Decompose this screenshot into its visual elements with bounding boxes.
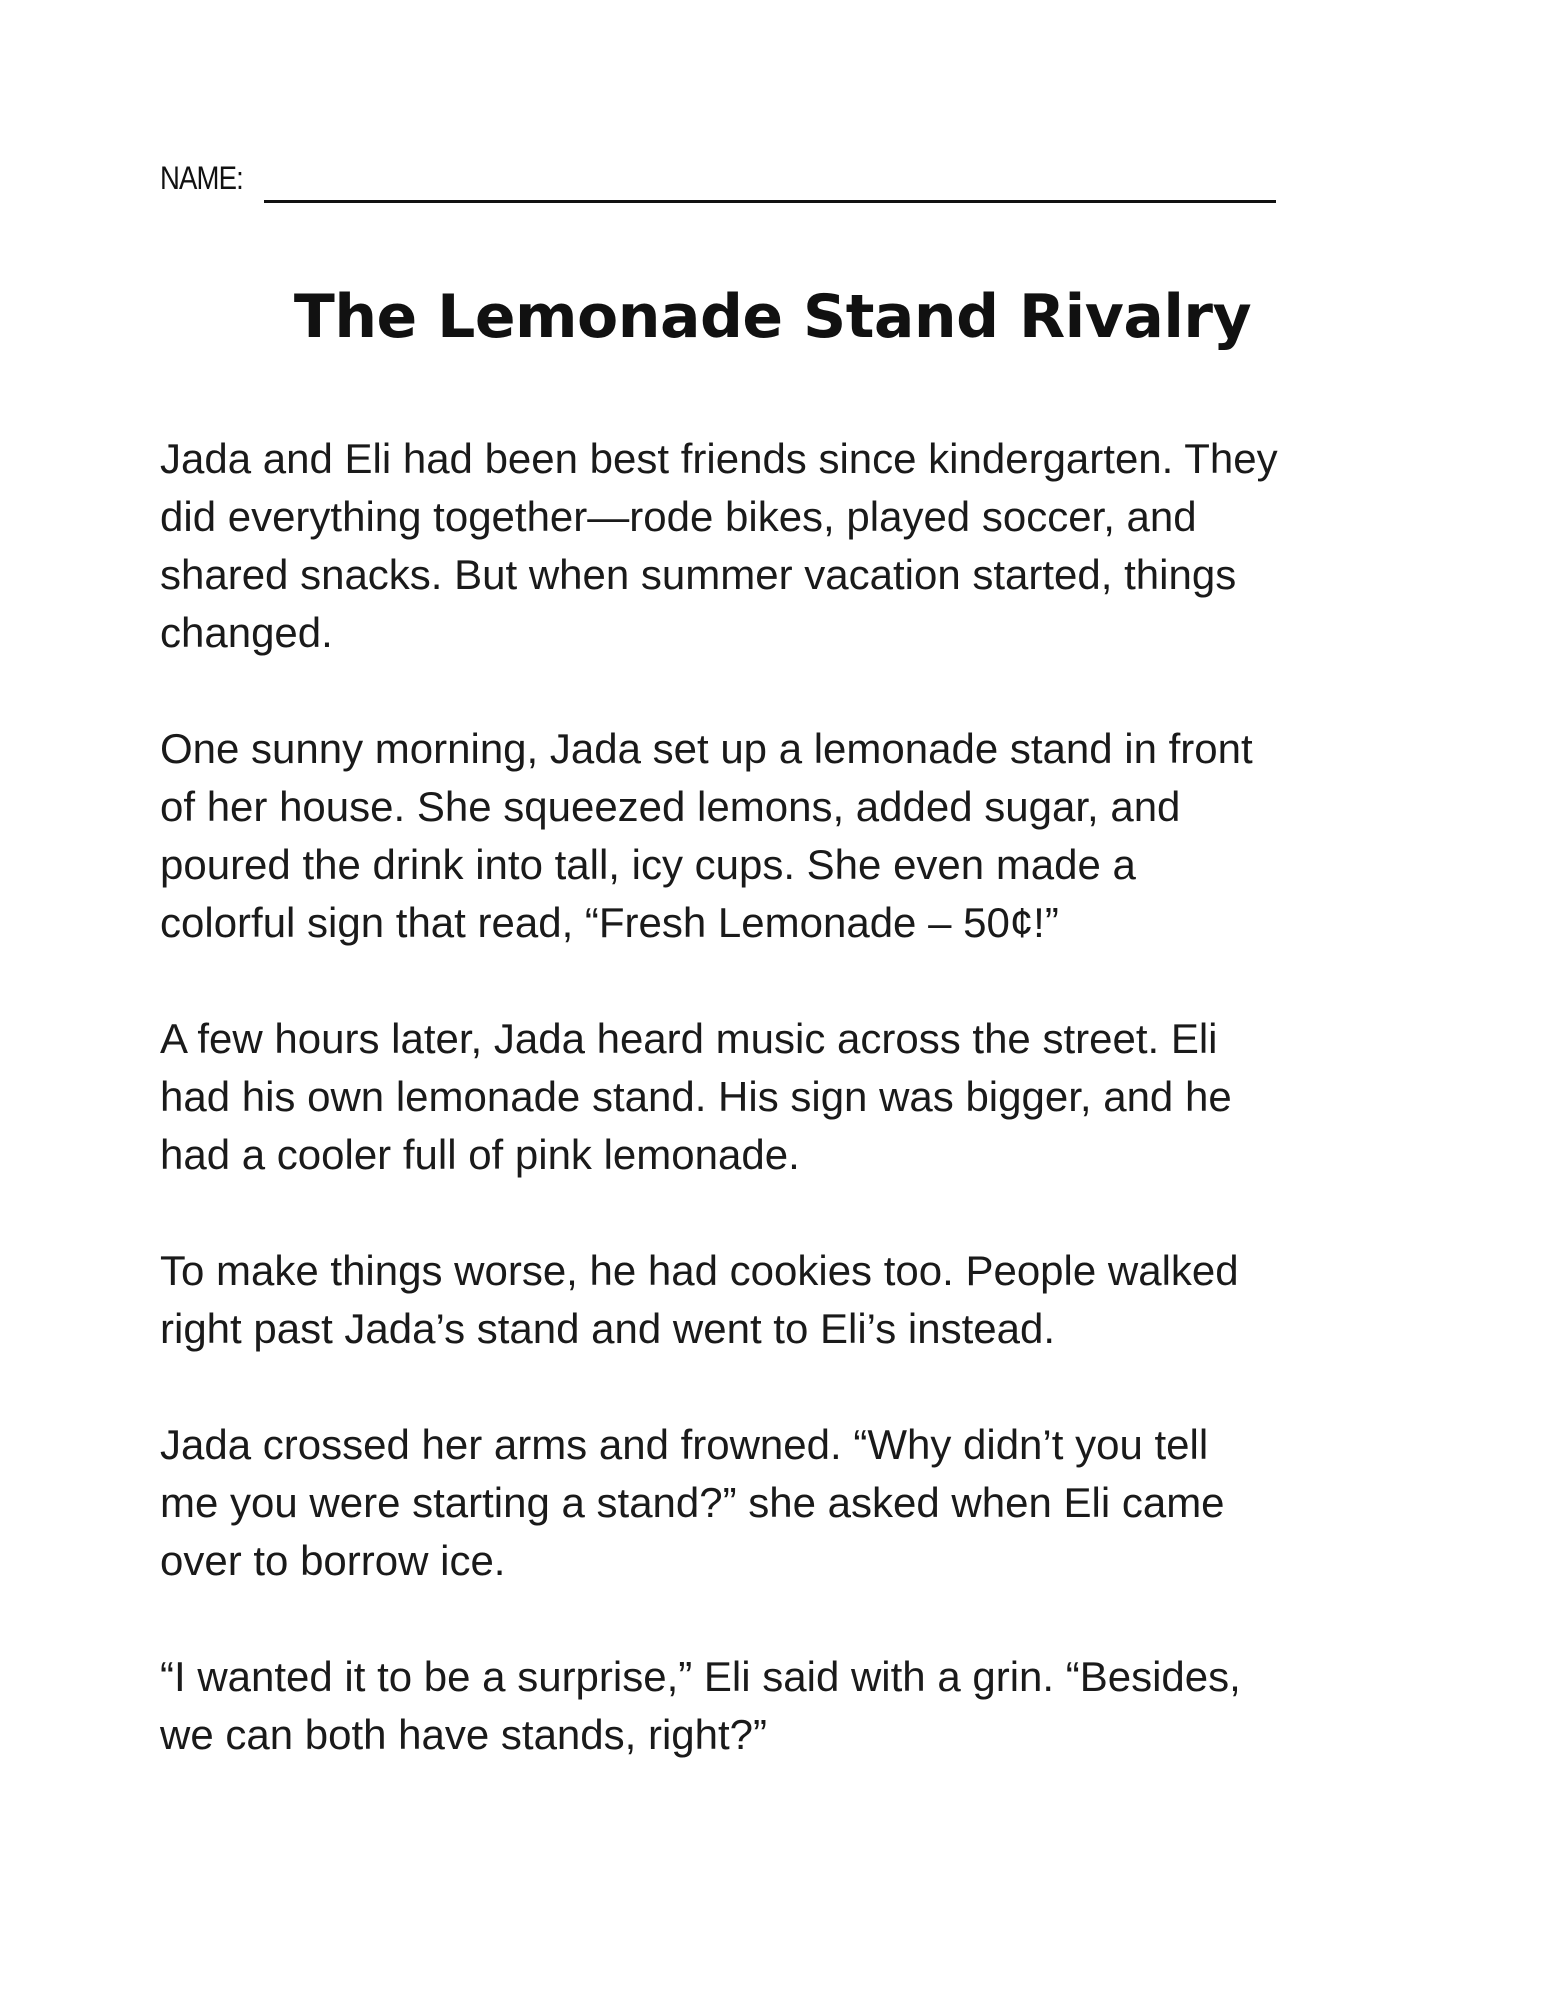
story-body xyxy=(160,430,1390,1822)
story-paragraph-1: Jada and Eli had been best friends since kindergarten. They did everything together—rode bikes, played soccer, and shared snacks. But when summer vacation started, things changed. xyxy=(160,435,1278,656)
story-paragraph-4: To make things worse, he had cookies too. People walked right past Jada’s stand and went to Eli’s instead. xyxy=(160,1247,1239,1352)
story-title: The Lemonade Stand Rivalry xyxy=(293,282,1252,352)
story-paragraph-2: One sunny morning, Jada set up a lemonade stand in front of her house. She squeezed lemons, added sugar, and poured the drink into tall, icy cups. She even made a colorful sign that read, “Fresh Lemonade – 50¢!” xyxy=(160,725,1253,946)
story-paragraph-3: A few hours later, Jada heard music across the street. Eli had his own lemonade stand. His sign was bigger, and he had a cooler full of pink lemonade. xyxy=(160,1015,1232,1178)
name-label: NAME: xyxy=(160,160,243,196)
name-write-line xyxy=(264,200,1276,203)
story-paragraph-5: Jada crossed her arms and frowned. “Why didn’t you tell me you were starting a stand?” she asked when Eli came over to borrow ice. xyxy=(160,1421,1225,1584)
story-paragraph-6: “I wanted it to be a surprise,” Eli said with a grin. “Besides, we can both have stands, right?” xyxy=(160,1653,1241,1758)
name-field xyxy=(160,160,1280,210)
